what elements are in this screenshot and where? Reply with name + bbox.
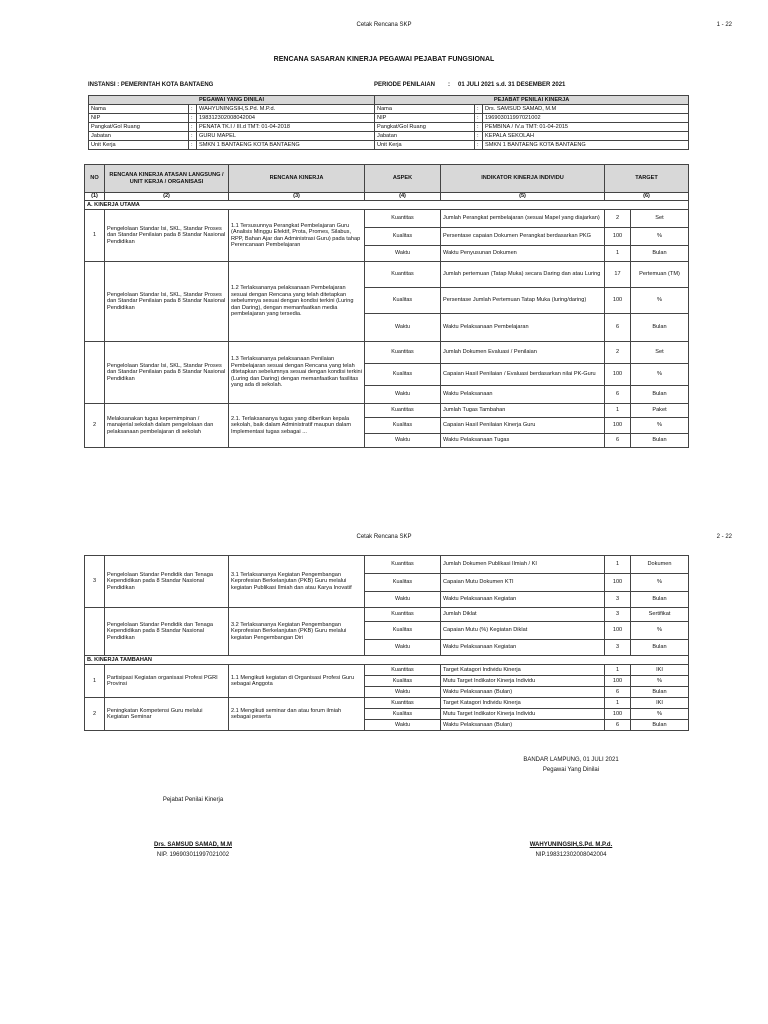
indikator-cell: Jumlah Dokumen Publikasi Ilmiah / KI [441, 556, 605, 574]
pegawai-field-label: Unit Kerja [89, 141, 189, 150]
table-row [85, 698, 689, 709]
target-value: 100 [605, 709, 631, 720]
indikator-cell: Capaian Hasil Penilaian Kinerja Guru [441, 418, 605, 434]
pegawai-name [496, 842, 646, 848]
pegawai-field-value: WAHYUNINGSIH,S.Pd. M.P.d. [197, 105, 375, 114]
row-number: 3 [85, 556, 105, 608]
rencana-atasan: Pengelolaan Standar Isi, SKL, Standar Proses dan Standar Penilaian pada 8 Standar Nasional Pendidikan [105, 262, 229, 342]
table-row [85, 404, 689, 418]
target-value: 6 [605, 687, 631, 698]
indikator-cell: Jumlah pertemuan (Tatap Muka) secara Daring dan atau Luring [441, 262, 605, 288]
target-unit: IKI [631, 698, 689, 709]
identity-row [89, 141, 689, 150]
col-indikator: INDIKATOR KINERJA INDIVIDU [441, 165, 605, 193]
pegawai-name-text: WAHYUNINGSIH,S.Pd. M.P.d. [529, 842, 613, 848]
colon: : [189, 105, 197, 114]
target-value: 1 [605, 698, 631, 709]
aspek-cell: Waktu [365, 640, 441, 656]
aspek-cell: Kuantitas [365, 698, 441, 709]
target-unit: % [631, 622, 689, 640]
target-unit: Bulan [631, 640, 689, 656]
target-value: 3 [605, 592, 631, 608]
aspek-cell: Kuantitas [365, 556, 441, 574]
col-aspek: ASPEK [365, 165, 441, 193]
indikator-cell: Waktu Pelaksanaan (Bulan) [441, 720, 605, 731]
indikator-cell: Persentase Jumlah Pertemuan Tatap Muka (luring/daring) [441, 288, 605, 314]
aspek-cell: Kuantitas [365, 210, 441, 228]
target-value: 2 [605, 342, 631, 364]
rencana-kinerja: 3.1 Terlaksananya Kegiatan Pengembangan Keprofesian Berkelanjutan (PKB) Guru melalui kegiatan Publikasi Ilmiah dan atau Karya Inovatif [229, 556, 365, 608]
col-rencana-kinerja: RENCANA KINERJA [229, 165, 365, 193]
rencana-atasan: Pengelolaan Standar Pendidik dan Tenaga Kependidikan pada 8 Standar Nasional Pendidikan [105, 556, 229, 608]
page-2 [0, 512, 768, 1024]
kinerja-tambahan-rows [85, 665, 689, 731]
target-value: 6 [605, 720, 631, 731]
identity-row [89, 123, 689, 132]
rencana-atasan: Melaksanakan tugas kepemimpinan / manajerial sekolah dalam pengelolaan dan pelaksanaan pembelajaran di sekolah [105, 404, 229, 448]
col-target: TARGET [605, 165, 689, 193]
col-rencana-atasan: RENCANA KINERJA ATASAN LANGSUNG / UNIT KERJA / ORGANISASI [105, 165, 229, 193]
target-value: 3 [605, 608, 631, 622]
pegawai-field-value: SMKN 1 BANTAENG KOTA BANTAENG [197, 141, 375, 150]
indikator-cell: Mutu Target Indikator Kinerja Individu [441, 709, 605, 720]
table-row [85, 608, 689, 622]
aspek-cell: Kuantitas [365, 262, 441, 288]
colon: : [475, 105, 483, 114]
pejabat-field-value: PEMBINA / IV.a TMT: 01-04-2015 [483, 123, 689, 132]
rencana-atasan: Pengelolaan Standar Isi, SKL, Standar Proses dan Standar Penilaian pada 8 Standar Nasional Pendidikan [105, 342, 229, 404]
aspek-cell: Kualitas [365, 418, 441, 434]
identity-row [89, 114, 689, 123]
pejabat-header: PEJABAT PENILAI KINERJA [375, 96, 689, 105]
target-unit: % [631, 228, 689, 246]
pejabat-field-label: Pangkat/Gol Ruang [375, 123, 475, 132]
table-row [85, 262, 689, 288]
rencana-kinerja: 3.2 Terlaksananya Kegiatan Pengembangan Keprofesian Berkelanjutan (PKB) Guru melalui kegiatan Pengembangan Diri [229, 608, 365, 656]
target-value: 6 [605, 314, 631, 342]
running-header: Cetak Rencana SKP [356, 534, 412, 540]
colon: : [189, 132, 197, 141]
colnum-1: (1) [85, 193, 105, 201]
target-value: 17 [605, 262, 631, 288]
table-row [85, 210, 689, 228]
target-unit: % [631, 418, 689, 434]
colnum-6: (6) [605, 193, 689, 201]
target-unit: Bulan [631, 246, 689, 262]
target-value: 2 [605, 210, 631, 228]
pegawai-field-label: NIP [89, 114, 189, 123]
target-value: 100 [605, 676, 631, 687]
indikator-cell: Jumlah Perangkat pembelajaran (sesuai Mapel yang diajarkan) [441, 210, 605, 228]
pegawai-nip: NIP.198312302008042004 [535, 852, 607, 858]
rencana-atasan: Peningkatan Kompetensi Guru melalui Kegiatan Seminar [105, 698, 229, 731]
rencana-kinerja: 2.1. Terlaksananya tugas yang diberikan kepala sekolah, baik dalam Administratif maupun dalam Implementasi tugas sebagai ... [229, 404, 365, 448]
aspek-cell: Waktu [365, 720, 441, 731]
pejabat-field-label: Jabatan [375, 132, 475, 141]
section-kinerja-tambahan: B. KINERJA TAMBAHAN [85, 656, 689, 665]
colon: : [189, 123, 197, 132]
kinerja-utama-rows [85, 210, 689, 448]
pegawai-field-value: PENATA TK.I / III.d TMT: 01-04-2018 [197, 123, 375, 132]
target-value: 100 [605, 364, 631, 386]
target-unit: Set [631, 342, 689, 364]
colon: : [475, 141, 483, 150]
target-unit: Bulan [631, 434, 689, 448]
target-unit: Paket [631, 404, 689, 418]
pegawai-field-value: GURU MAPEL [197, 132, 375, 141]
target-value: 6 [605, 434, 631, 448]
target-unit: Bulan [631, 386, 689, 404]
colon: : [475, 132, 483, 141]
pejabat-penilai-title: Pejabat Penilai Kinerja [162, 797, 224, 803]
target-unit: Bulan [631, 592, 689, 608]
aspek-cell: Kualitas [365, 288, 441, 314]
row-number: 2 [85, 698, 105, 731]
table-row [85, 556, 689, 574]
table-row [85, 342, 689, 364]
target-unit: Set [631, 210, 689, 228]
pejabat-name-text: Drs. SAMSUD SAMAD, M.M [153, 842, 232, 848]
identity-rows [89, 105, 689, 150]
rencana-atasan: Pengelolaan Standar Isi, SKL, Standar Proses dan Standar Penilaian pada 8 Standar Nasional Pendidikan [105, 210, 229, 262]
target-value: 3 [605, 640, 631, 656]
target-unit: Bulan [631, 314, 689, 342]
aspek-cell: Kualitas [365, 676, 441, 687]
indikator-cell: Waktu Pelaksanaan Tugas [441, 434, 605, 448]
page-number: 1 - 22 [716, 22, 732, 28]
pejabat-field-label: NIP [375, 114, 475, 123]
target-value: 100 [605, 288, 631, 314]
pejabat-field-value: Drs. SAMSUD SAMAD, M.M [483, 105, 689, 114]
aspek-cell: Waktu [365, 314, 441, 342]
table-row [85, 665, 689, 676]
indikator-cell: Waktu Pelaksanaan Kegiatan [441, 592, 605, 608]
skp-table-page2 [84, 555, 689, 731]
target-unit: % [631, 709, 689, 720]
periode-label: PERIODE PENILAIAN [374, 82, 436, 88]
aspek-cell: Waktu [365, 386, 441, 404]
indikator-cell: Waktu Penyusunan Dokumen [441, 246, 605, 262]
pegawai-dinilai-title: Pegawai Yang Dinilai [542, 767, 600, 773]
target-unit: Sertifikat [631, 608, 689, 622]
row-number [85, 342, 105, 404]
aspek-cell: Waktu [365, 246, 441, 262]
aspek-cell: Waktu [365, 687, 441, 698]
pejabat-field-label: Unit Kerja [375, 141, 475, 150]
target-unit: % [631, 288, 689, 314]
indikator-cell: Persentase capaian Dokumen Perangkat berdasarkan PKG [441, 228, 605, 246]
rencana-atasan: Pengelolaan Standar Pendidik dan Tenaga Kependidikan pada 8 Standar Nasional Pendidikan [105, 608, 229, 656]
colon: : [189, 114, 197, 123]
target-value: 1 [605, 246, 631, 262]
pegawai-header: PEGAWAI YANG DINILAI [89, 96, 375, 105]
pejabat-nip: NIP. 196903011997021002 [156, 852, 230, 858]
pejabat-field-value: SMKN 1 BANTAENG KOTA BANTAENG [483, 141, 689, 150]
indikator-cell: Waktu Pelaksanaan [441, 386, 605, 404]
indikator-cell: Mutu Target Indikator Kinerja Individu [441, 676, 605, 687]
target-value: 1 [605, 556, 631, 574]
indikator-cell: Waktu Pelaksanaan (Bulan) [441, 687, 605, 698]
aspek-cell: Kuantitas [365, 665, 441, 676]
pegawai-field-label: Jabatan [89, 132, 189, 141]
aspek-cell: Kualitas [365, 622, 441, 640]
pejabat-field-value: 196903011997021002 [483, 114, 689, 123]
pegawai-field-value: 198312302008042004 [197, 114, 375, 123]
kinerja-utama-continued-rows [85, 556, 689, 656]
indikator-cell: Jumlah Diklat [441, 608, 605, 622]
rencana-kinerja: 1.1 Tersusunnya Perangkat Pembelajaran Guru (Analisis Minggu Efektif, Prota, Promes, Silabus, RPP, Bahan Ajar dan Administrasi Guru) pada tahap Perencanaan Pembelajaran [229, 210, 365, 262]
pejabat-field-label: Nama [375, 105, 475, 114]
indikator-cell: Jumlah Tugas Tambahan [441, 404, 605, 418]
aspek-cell: Waktu [365, 434, 441, 448]
aspek-cell: Kualitas [365, 228, 441, 246]
colnum-2: (2) [105, 193, 229, 201]
indikator-cell: Jumlah Dokumen Evaluasi / Penilaian [441, 342, 605, 364]
target-unit: % [631, 676, 689, 687]
running-header: Cetak Rencana SKP [356, 22, 412, 28]
colon: : [475, 123, 483, 132]
skp-table-page1 [84, 164, 689, 448]
row-number: 2 [85, 404, 105, 448]
aspek-cell: Waktu [365, 592, 441, 608]
rencana-kinerja: 1.2 Terlaksananya pelaksanaan Pembelajaran sesuai dengan Rencana yang telah ditetapkan sebelumnya sesuai dengan kondisi terkini (Luring dan Daring), dengan memanfaatkan media pembelajaran yang tersedia. [229, 262, 365, 342]
rencana-kinerja: 2.1 Mengikuti seminar dan atau forum ilmiah sebagai peserta [229, 698, 365, 731]
indikator-cell: Waktu Pelaksanaan Pembelajaran [441, 314, 605, 342]
target-value: 100 [605, 228, 631, 246]
target-value: 6 [605, 386, 631, 404]
aspek-cell: Kuantitas [365, 404, 441, 418]
colnum-3: (3) [229, 193, 365, 201]
pejabat-name [118, 842, 268, 848]
indikator-cell: Target Katagori Individu Kinerja [441, 665, 605, 676]
document-title: RENCANA SASARAN KINERJA PEGAWAI PEJABAT FUNGSIONAL [273, 56, 495, 63]
aspek-cell: Kualitas [365, 574, 441, 592]
row-number [85, 608, 105, 656]
colnum-5: (5) [441, 193, 605, 201]
indikator-cell: Target Katagori Individu Kinerja [441, 698, 605, 709]
aspek-cell: Kualitas [365, 364, 441, 386]
colon: : [189, 141, 197, 150]
target-value: 100 [605, 622, 631, 640]
target-unit: % [631, 364, 689, 386]
identity-row [89, 105, 689, 114]
pegawai-field-label: Nama [89, 105, 189, 114]
rencana-atasan: Partisipasi Kegiatan organisasi Profesi PGRI Provinsi [105, 665, 229, 698]
target-value: 100 [605, 418, 631, 434]
colon: : [475, 114, 483, 123]
identity-row [89, 132, 689, 141]
aspek-cell: Kuantitas [365, 342, 441, 364]
aspek-cell: Kuantitas [365, 608, 441, 622]
instansi-label: INSTANSI : PEMERINTAH KOTA BANTAENG [88, 82, 214, 88]
rencana-kinerja: 1.3 Terlaksananya pelaksanaan Penilaian Pembelajaran sesuai dengan Rencana yang telah ditetapkan sebelumnya sesuai dengan kondisi terkini (Luring dan Daring) dengan memanfaatkan fasilitas yang ada di sekolah. [229, 342, 365, 404]
section-kinerja-utama: A. KINERJA UTAMA [85, 201, 689, 210]
row-number [85, 262, 105, 342]
aspek-cell: Kualitas [365, 709, 441, 720]
target-unit: Bulan [631, 687, 689, 698]
row-number: 1 [85, 210, 105, 262]
periode-value: 01 JULI 2021 s.d. 31 DESEMBER 2021 [458, 82, 566, 88]
pejabat-field-value: KEPALA SEKOLAH [483, 132, 689, 141]
row-number: 1 [85, 665, 105, 698]
target-value: 1 [605, 665, 631, 676]
page-number: 2 - 22 [716, 534, 732, 540]
periode-colon: : [448, 82, 450, 88]
target-unit: % [631, 574, 689, 592]
target-unit: Pertemuan (TM) [631, 262, 689, 288]
target-value: 1 [605, 404, 631, 418]
place-date: BANDAR LAMPUNG, 01 JULI 2021 [523, 757, 619, 763]
rencana-kinerja: 1.1 Mengikuti kegiatan di Organisasi Profesi Guru sebagai Anggota [229, 665, 365, 698]
identity-table [88, 95, 689, 150]
target-unit: Dokumen [631, 556, 689, 574]
target-value: 100 [605, 574, 631, 592]
pegawai-field-label: Pangkat/Gol Ruang [89, 123, 189, 132]
indikator-cell: Capaian Mutu (%) Kegiatan Diklat [441, 622, 605, 640]
colnum-4: (4) [365, 193, 441, 201]
indikator-cell: Capaian Hasil Penilaian / Evaluasi berdasarkan nilai PK-Guru [441, 364, 605, 386]
target-unit: IKI [631, 665, 689, 676]
target-unit: Bulan [631, 720, 689, 731]
col-no: NO [85, 165, 105, 193]
indikator-cell: Waktu Pelaksanaan Kegiatan [441, 640, 605, 656]
indikator-cell: Capaian Mutu Dokumen KTI [441, 574, 605, 592]
